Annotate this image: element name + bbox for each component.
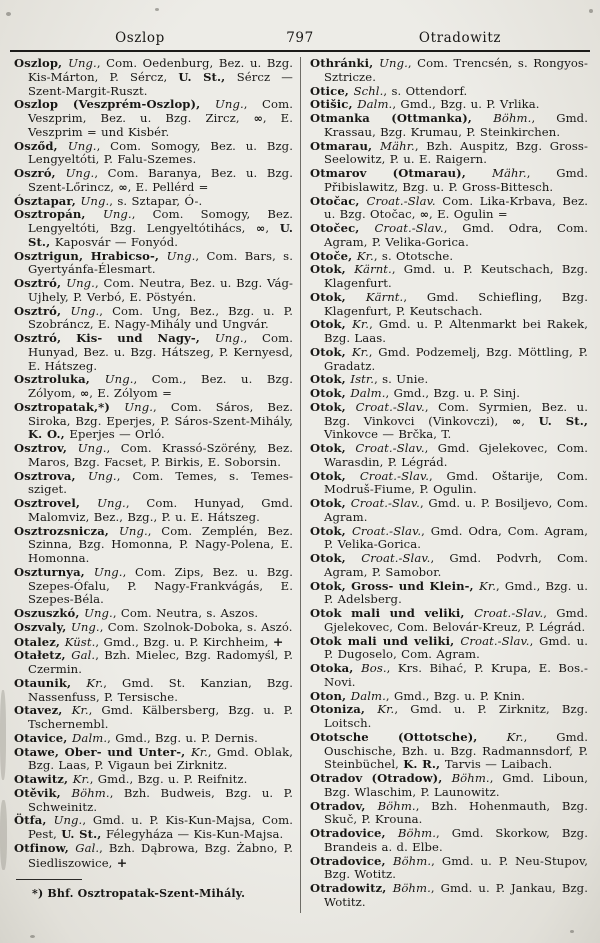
entry-headword: Otok mali und veliki, bbox=[310, 606, 475, 620]
entry-headword: Oszturnya, bbox=[14, 564, 94, 579]
gazetteer-entry bbox=[310, 85, 588, 99]
entry-text: , Gmd. Podvrh, Com. Agram, P. Samobor. bbox=[324, 551, 588, 579]
entry-headword: Otok, bbox=[310, 468, 360, 483]
province-abbrev: Ung. bbox=[70, 619, 100, 634]
province-abbrev: Croat.-Slav. bbox=[355, 399, 425, 414]
province-abbrev: Ung. bbox=[70, 303, 100, 318]
entry-text: , Com. Krassó-Szörény, Bez. Maros, Bzg. Facset, P. Birkis, E. Soborsin. bbox=[28, 441, 294, 469]
entry-headword: Otradovice, bbox=[310, 826, 398, 840]
entry-headword: K. R., bbox=[403, 757, 445, 772]
gazetteer-entry bbox=[310, 607, 588, 635]
entry-text: , Com. Ung, Bez., Bzg. u. P. Szobráncz, E. Nagy-Mihály und Ungvár. bbox=[28, 303, 293, 332]
entry-headword: K. O., bbox=[28, 427, 70, 442]
entry-headword: Otradowitz, bbox=[310, 881, 393, 895]
gazetteer-entry bbox=[14, 621, 293, 635]
scan-speck bbox=[589, 9, 593, 13]
gazetteer-entry bbox=[310, 57, 588, 85]
province-abbrev: Croat.-Slav. bbox=[460, 633, 530, 648]
province-abbrev: Kr. bbox=[72, 772, 90, 786]
province-abbrev: Böhm. bbox=[377, 798, 416, 813]
entry-text: , Bzh. Auspitz, Bzg. Gross-Seelowitz, P. u. E. Raigern. bbox=[324, 138, 588, 167]
entry-headword: Otišic, bbox=[310, 97, 358, 112]
telegraph-symbol-icon: ∞ bbox=[118, 180, 128, 194]
entry-text: , Gmd. u. P. Zirknitz, Bzg. Loitsch. bbox=[324, 702, 589, 730]
entry-text: , bbox=[521, 413, 539, 428]
entry-text: , Krs. Bihać, P. Krupa, E. Bos.-Novi. bbox=[324, 661, 588, 689]
province-abbrev: Croat.-Slav. bbox=[351, 523, 422, 538]
province-abbrev: Kr. bbox=[506, 729, 524, 744]
gazetteer-entry bbox=[310, 800, 588, 828]
province-abbrev: Kr. bbox=[479, 578, 497, 593]
gazetteer-entry bbox=[310, 98, 588, 112]
entry-text: , Gmd., Bzg. u. P. Reifnitz. bbox=[89, 772, 248, 786]
gazetteer-entry bbox=[14, 525, 293, 566]
province-abbrev: Böhm. bbox=[392, 881, 431, 895]
province-abbrev: Kr. bbox=[351, 344, 369, 359]
scan-speck bbox=[30, 935, 35, 938]
telegraph-symbol-icon: ∞ bbox=[511, 414, 522, 428]
entry-headword: Osztrova, bbox=[14, 468, 88, 483]
province-abbrev: Ung. bbox=[66, 276, 95, 290]
gazetteer-entry bbox=[14, 746, 293, 774]
entry-headword: Otmarau, bbox=[310, 138, 381, 153]
province-abbrev: Ung. bbox=[87, 468, 117, 483]
entry-text: , Bzh. Dąbrowa, Bzg. Żabno, P. Siedliszowice, bbox=[28, 840, 294, 870]
gazetteer-entry bbox=[310, 112, 588, 140]
gazetteer-entry bbox=[14, 250, 293, 278]
gazetteer-entry bbox=[14, 635, 293, 650]
gazetteer-entry bbox=[310, 690, 588, 704]
scan-speck bbox=[6, 12, 11, 16]
province-abbrev: Ung. bbox=[102, 207, 132, 222]
entry-text: , Gmd. Odra, Com. Agram, P. Velika-Gorica. bbox=[324, 523, 588, 552]
entry-headword: Otfinow, bbox=[14, 840, 76, 855]
entry-text: , Com. Trencsén, s. Rongyos-Sztricze. bbox=[324, 56, 588, 84]
entry-headword: Otok mali und veliki, bbox=[310, 633, 461, 648]
province-abbrev: Mähr. bbox=[380, 138, 415, 153]
entry-headword: U. St., bbox=[538, 413, 588, 428]
province-abbrev: Ung. bbox=[77, 441, 107, 455]
gazetteer-entry bbox=[310, 195, 588, 223]
gazetteer-entry bbox=[310, 580, 588, 608]
entry-text: , Gmd. Oblak, Bzg. Laas, P. Vigaun bei Zirknitz. bbox=[28, 744, 293, 773]
entry-text: , E. Zólyom = bbox=[89, 386, 172, 400]
entry-headword: U. St., bbox=[61, 827, 106, 841]
entry-text: , Gmd., Bzg. u. P. Dernis. bbox=[107, 730, 258, 745]
entry-text: , Gmd., Bzg. u. P. Vrlika. bbox=[392, 97, 540, 112]
entry-headword: Otočac, bbox=[310, 193, 367, 208]
scan-speck bbox=[570, 930, 574, 933]
entry-text: , Com. Neutra, s. Aszos. bbox=[112, 606, 259, 620]
entry-text: , Gmd., Bzg. u. P. Knin. bbox=[385, 688, 525, 703]
province-abbrev: Ung. bbox=[124, 399, 154, 414]
gazetteer-entry bbox=[310, 167, 588, 195]
gazetteer-entry bbox=[310, 401, 588, 442]
gazetteer-entry bbox=[310, 552, 588, 580]
province-abbrev: Kr. bbox=[356, 248, 374, 263]
entry-text: , E. Veszprim = und Kisbér. bbox=[28, 111, 293, 139]
entry-text: , Gmd. Oštarije, Com. Modruš-Fiume, P. Ogulin. bbox=[324, 468, 588, 497]
gazetteer-entry bbox=[310, 827, 588, 855]
entry-text: , Gmd. Odra, Com. Agram, P. Velika-Gorica. bbox=[324, 221, 588, 249]
gazetteer-entry bbox=[14, 607, 293, 621]
entry-headword: Osztró, bbox=[14, 303, 71, 318]
entry-text: , Gmd. Gjelekovec, Com. Belovár-Kreuz, P. Légrád. bbox=[324, 606, 589, 634]
text-columns bbox=[0, 52, 600, 913]
province-abbrev: Dalm. bbox=[350, 688, 386, 703]
entry-text: , Com. Oedenburg, Bez. u. Bzg. Kis-Márton, P. Sércz, bbox=[28, 56, 294, 84]
left-column-entries bbox=[14, 57, 293, 870]
gazetteer-entry bbox=[14, 167, 293, 195]
gazetteer-entry bbox=[310, 470, 588, 498]
entry-headword: Otok, bbox=[310, 523, 352, 538]
entry-headword: Osztropatak,*) bbox=[14, 399, 125, 414]
entry-text: , Com. Baranya, Bez. u. Bzg. Szent-Lőrincz, bbox=[28, 166, 293, 194]
province-abbrev: Kr. bbox=[190, 744, 208, 759]
entry-text: Sércz — Szent-Margit-Ruszt. bbox=[28, 69, 293, 98]
entry-headword: Otoka, bbox=[310, 661, 362, 675]
gazetteer-entry bbox=[310, 772, 588, 800]
entry-text: , Com. Sáros, Bez. Siroka, Bzg. Eperjes, P. Sáros-Szent-Mihály, bbox=[28, 399, 293, 428]
entry-text: , Bzh. Budweis, Bzg. u. P. Schweinitz. bbox=[28, 785, 293, 814]
entry-text: , Com. Temes, s. Temes-sziget. bbox=[28, 468, 293, 497]
entry-headword: Otałetz, bbox=[14, 648, 72, 663]
left-column bbox=[14, 57, 301, 913]
gazetteer-entry bbox=[310, 855, 588, 883]
entry-headword: Otavez, bbox=[14, 703, 72, 718]
entry-text: , Gmd. St. Kanzian, Bzg. Nassenfuss, P. Tersische. bbox=[28, 675, 293, 704]
entry-text: , s. Unie. bbox=[374, 372, 429, 387]
province-abbrev: Kr. bbox=[86, 675, 104, 690]
province-abbrev: Ung. bbox=[104, 372, 134, 387]
entry-text: , Com. Somogy, Bez. u. Bzg. Lengyeltóti, P. Falu-Szemes. bbox=[28, 138, 293, 167]
province-abbrev: Ung. bbox=[80, 193, 110, 208]
entry-headword: Otawe, Ober- und Unter-, bbox=[14, 744, 191, 759]
gazetteer-entry bbox=[310, 882, 588, 910]
entry-text: Tarvis — Laibach. bbox=[444, 757, 553, 772]
province-abbrev: Böhm. bbox=[451, 771, 490, 785]
province-abbrev: Gal. bbox=[75, 840, 100, 855]
gazetteer-entry bbox=[14, 704, 293, 732]
province-abbrev: Ung. bbox=[65, 166, 95, 180]
entry-text: , Gmd. Přibislawitz, Bzg. u. P. Gross-Bittesch. bbox=[324, 166, 588, 194]
entry-text: , Com. Zips, Bez. u. Bzg. Szepes-Ófalu, P. Nagy-Frankvágás, E. Szepes-Béla. bbox=[28, 564, 293, 607]
entry-text: , Com., Bez. u. Bzg. Zólyom, bbox=[28, 372, 293, 400]
gazetteer-entry bbox=[14, 732, 293, 746]
entry-headword: Otawitz, bbox=[14, 772, 73, 786]
entry-text: , Com. Zemplén, Bez. Szinna, Bzg. Homonna, P. Nagy-Polena, E. Homonna. bbox=[28, 523, 293, 565]
province-abbrev: Kr. bbox=[377, 702, 395, 717]
entry-headword: Oszró, bbox=[14, 166, 66, 180]
entry-headword: Oton, bbox=[310, 688, 351, 703]
entry-headword: U. St., bbox=[28, 221, 293, 249]
gazetteer-entry bbox=[310, 263, 588, 291]
province-abbrev: Ung. bbox=[119, 523, 148, 538]
right-column bbox=[301, 57, 588, 913]
entry-headword: Otěvik, bbox=[14, 785, 72, 800]
entry-headword: Otočec, bbox=[310, 221, 375, 235]
entry-headword: Otok, bbox=[310, 386, 351, 400]
right-column-entries bbox=[310, 57, 588, 910]
province-abbrev: Böhm. bbox=[71, 785, 110, 800]
entry-text: , Com. Veszprim, Bez. u. Bzg. Zircz, bbox=[28, 97, 293, 125]
scan-speck bbox=[155, 8, 159, 11]
gazetteer-entry bbox=[14, 787, 293, 815]
page-header bbox=[0, 0, 600, 50]
gazetteer-entry bbox=[14, 470, 293, 498]
entry-headword: Othránki, bbox=[310, 56, 380, 70]
entry-text: , Com. Hunyad, Gmd. Malomviz, Bez., Bzg., P. u. E. Hátszeg. bbox=[28, 496, 293, 524]
province-abbrev: Croat.-Slav. bbox=[366, 193, 436, 208]
entry-headword: Otmanka (Ottmanka), bbox=[310, 111, 494, 125]
gazetteer-entry bbox=[14, 649, 293, 677]
gazetteer-entry bbox=[310, 373, 588, 387]
province-abbrev: Bos. bbox=[361, 661, 387, 675]
entry-headword: Ósztapar, bbox=[14, 193, 81, 208]
gazetteer-entry bbox=[310, 318, 588, 346]
footnote: *) Bhf. Osztropatak-Szent-Mihály. bbox=[32, 887, 246, 901]
gazetteer-entry bbox=[310, 525, 588, 553]
telegraph-symbol-icon: ∞ bbox=[253, 112, 263, 125]
province-abbrev: Ung. bbox=[93, 564, 123, 579]
entry-text: , Gmd. u. P. Dugoselo, Com. Agram. bbox=[324, 633, 588, 662]
province-abbrev: Croat.-Slav. bbox=[374, 221, 444, 235]
cross-symbol-icon: + bbox=[272, 633, 284, 649]
entry-headword: Otalez, bbox=[14, 634, 65, 649]
entry-text: Com. Lika-Krbava, Bez. u. Bzg. Otočac, bbox=[324, 193, 588, 222]
entry-headword: Osztroluka, bbox=[14, 372, 105, 387]
entry-text: , Gmd. Podzemelj, Bzg. Möttling, P. Gradatz. bbox=[324, 344, 588, 373]
entry-text: , Bzh. Hohenmauth, Bzg. Skuč, P. Krouna. bbox=[324, 798, 588, 827]
gazetteer-entry bbox=[310, 346, 588, 374]
province-abbrev: Ung. bbox=[68, 56, 97, 70]
province-abbrev: Mähr. bbox=[492, 166, 527, 180]
entry-headword: Otradov (Otradow), bbox=[310, 771, 452, 785]
entry-text: , Com. Syrmien, Bez. u. Bzg. Vinkovci (Vinkovczi), bbox=[324, 399, 588, 428]
entry-text: , s. Sztapar, Ó-. bbox=[109, 193, 203, 208]
entry-text: , Gmd., Bzg. u. P. Kirchheim, bbox=[95, 634, 273, 649]
entry-headword: Osztrov, bbox=[14, 441, 78, 455]
entry-text: , Com. Hunyad, Bez. u. Bzg. Hátszeg, P. Kernyesd, E. Hátszeg. bbox=[28, 331, 293, 373]
entry-headword: Otmarov (Otmarau), bbox=[310, 166, 492, 180]
gazetteer-entry bbox=[310, 662, 588, 690]
entry-text: , s. Ototsche. bbox=[373, 248, 454, 263]
gazetteer-entry bbox=[14, 814, 293, 842]
entry-headword: Otice, bbox=[310, 83, 354, 98]
header-catchword-right: Otradowitz bbox=[418, 30, 502, 46]
entry-headword: Ötfa, bbox=[14, 813, 54, 828]
province-abbrev: Dalm. bbox=[357, 97, 393, 112]
entry-headword: Oszlop (Veszprém-Oszlop), bbox=[14, 97, 216, 112]
entry-headword: Osztropán, bbox=[14, 207, 103, 222]
entry-headword: Otoče, bbox=[310, 248, 357, 263]
footnote-rule bbox=[16, 879, 82, 880]
province-abbrev: Kärnt. bbox=[365, 289, 404, 304]
entry-headword: Otavice, bbox=[14, 730, 73, 745]
province-abbrev: Böhm. bbox=[493, 111, 532, 125]
telegraph-symbol-icon: ∞ bbox=[79, 387, 90, 400]
gazetteer-entry bbox=[310, 140, 588, 168]
entry-headword: Ototsche (Ottotsche), bbox=[310, 729, 507, 744]
province-abbrev: Croat.-Slav. bbox=[474, 606, 544, 620]
entry-text: , Bzh. Mielec, Bzg. Radomyśl, P. Czermin. bbox=[28, 648, 293, 676]
entry-headword: Otok, bbox=[310, 317, 353, 332]
scan-smudge bbox=[0, 690, 6, 780]
entry-headword: Otok, bbox=[310, 496, 351, 510]
entry-text: , Gmd. u. P. Kis-Kun-Majsa, Com. Pest, bbox=[28, 813, 293, 841]
entry-headword: Otaunik, bbox=[14, 675, 87, 690]
province-abbrev: Ung. bbox=[67, 138, 97, 153]
gazetteer-entry bbox=[14, 401, 293, 442]
entry-text: Kaposvár — Fonyód. bbox=[54, 234, 179, 249]
entry-text: , Gmd. Gjelekovec, Com. Warasdin, P. Légrád. bbox=[324, 441, 588, 469]
entry-text: , Com. Neutra, Bez. u. Bzg. Vág-Ujhely, P. Verbó, E. Pöstyén. bbox=[28, 276, 293, 304]
entry-text: Félegyháza — Kis-Kun-Majsa. bbox=[106, 827, 284, 841]
entry-text: , Gmd., Bzg. u. P. Adelsberg. bbox=[324, 578, 588, 607]
gazetteer-entry bbox=[310, 250, 588, 264]
province-abbrev: Croat.-Slav. bbox=[355, 441, 425, 455]
entry-text: , Gmd. Skorkow, Bzg. Brandeis a. d. Elbe. bbox=[324, 826, 588, 854]
province-abbrev: Böhm. bbox=[392, 853, 432, 868]
entry-headword: Osztrozsnicza, bbox=[14, 523, 119, 538]
gazetteer-entry bbox=[14, 442, 293, 470]
entry-headword: Otok, Gross- und Klein-, bbox=[310, 578, 480, 593]
entry-headword: Osztrigun, Hrabicso-, bbox=[14, 248, 167, 263]
entry-text: Vinkovce — Brčka, T. bbox=[324, 427, 452, 442]
entry-text: , Gmd. u. P. Keutschach, Bzg. Klagenfurt. bbox=[324, 262, 588, 290]
entry-text: , Gmd. Liboun, Bzg. Wlaschim, P. Launowitz. bbox=[324, 771, 588, 799]
entry-text: , Gmd. u. P. Bosiljevo, Com. Agram. bbox=[324, 496, 588, 524]
province-abbrev: Kr. bbox=[71, 703, 89, 718]
entry-text: , Gmd. Kälbersberg, Bzg. u. P. Tschernembl. bbox=[28, 703, 293, 731]
entry-headword: Oszuszkó, bbox=[14, 606, 85, 620]
entry-headword: Osződ, bbox=[14, 138, 68, 153]
entry-text: , Gmd. u. P. Neu-Stupov, Bzg. Wotitz. bbox=[324, 853, 589, 882]
province-abbrev: Dalm. bbox=[72, 730, 108, 745]
province-abbrev: Kr. bbox=[352, 317, 370, 332]
entry-headword: Otok, bbox=[310, 372, 351, 387]
province-abbrev: Küst. bbox=[64, 634, 96, 649]
scan-smudge bbox=[0, 800, 7, 870]
entry-headword: Osztró, Kis- und Nagy-, bbox=[14, 331, 215, 345]
gazetteer-entry bbox=[310, 442, 588, 470]
gazetteer-entry bbox=[14, 566, 293, 607]
gazetteer-entry bbox=[310, 387, 588, 401]
province-abbrev: Schl. bbox=[353, 83, 384, 98]
header-catchword-left: Oszlop bbox=[115, 30, 165, 46]
gazetteer-entry bbox=[310, 635, 588, 663]
gazetteer-entry bbox=[310, 222, 588, 250]
gazetteer-entry bbox=[14, 208, 293, 249]
entry-headword: Otok, bbox=[310, 289, 366, 304]
gazetteer-entry bbox=[310, 497, 588, 525]
page-number: 797 bbox=[286, 30, 314, 46]
province-abbrev: Croat.-Slav. bbox=[350, 496, 420, 510]
entry-headword: Osztró, bbox=[14, 276, 67, 290]
gazetteer-entry bbox=[14, 195, 293, 209]
entry-text: , Gmd. u. P. Altenmarkt bei Rakek, Bzg. Laas. bbox=[324, 317, 588, 345]
province-abbrev: Ung. bbox=[84, 606, 113, 620]
gazetteer-entry bbox=[14, 277, 293, 305]
entry-headword: Otok, bbox=[310, 262, 355, 277]
entry-headword: Otok, bbox=[310, 344, 352, 359]
province-abbrev: Gal. bbox=[71, 648, 96, 663]
province-abbrev: Ung. bbox=[215, 97, 244, 112]
entry-headword: Otok, bbox=[310, 441, 356, 455]
telegraph-symbol-icon: ∞ bbox=[256, 222, 266, 235]
gazetteer-entry bbox=[14, 842, 293, 871]
entry-text: , Gmd. Ouschische, Bzh. u. Bzg. Radmannsdorf, P. Steinbüchel, bbox=[324, 729, 588, 772]
entry-text: , Gmd., Bzg. u. P. Sinj. bbox=[385, 386, 520, 400]
province-abbrev: Istr. bbox=[350, 372, 375, 387]
gazetteer-entry bbox=[14, 98, 293, 139]
entry-headword: Otradovice, bbox=[310, 853, 393, 868]
province-abbrev: Ung. bbox=[166, 248, 196, 263]
entry-headword: Oszlop, bbox=[14, 56, 69, 70]
entry-headword: Otradov, bbox=[310, 798, 378, 813]
province-abbrev: Ung. bbox=[379, 56, 408, 70]
entry-text: , Gmd. Schiefling, Bzg. Klagenfurt, P. Keutschach. bbox=[324, 289, 588, 318]
entry-headword: Otoniza, bbox=[310, 702, 378, 717]
entry-text: , bbox=[265, 221, 280, 235]
province-abbrev: Ung. bbox=[214, 331, 244, 345]
gazetteer-entry bbox=[14, 305, 293, 333]
entry-text: , Gmd. Krassau, Bzg. Krumau, P. Steinkirchen. bbox=[324, 111, 588, 139]
telegraph-symbol-icon: ∞ bbox=[419, 208, 430, 222]
entry-headword: Oszvaly, bbox=[14, 619, 71, 634]
entry-headword: Otok, bbox=[310, 551, 362, 565]
gazetteer-entry bbox=[310, 291, 588, 319]
province-abbrev: Croat.-Slav. bbox=[361, 551, 431, 565]
entry-text: , Com. Szolnok-Doboka, s. Aszó. bbox=[99, 619, 293, 634]
entry-text: Eperjes — Orló. bbox=[69, 427, 165, 442]
entry-text: , s. Ottendorf. bbox=[383, 83, 468, 98]
cross-symbol-icon: + bbox=[116, 854, 128, 870]
province-abbrev: Böhm. bbox=[397, 826, 437, 840]
province-abbrev: Kärnt. bbox=[354, 262, 392, 277]
province-abbrev: Croat.-Slav. bbox=[359, 468, 430, 483]
gazetteer-entry bbox=[14, 57, 293, 98]
entry-text: , Com. Bars, s. Gyertyánfa-Élesmart. bbox=[28, 248, 293, 277]
province-abbrev: Ung. bbox=[97, 496, 126, 510]
entry-headword: U. St., bbox=[178, 69, 237, 84]
gazetteer-entry bbox=[310, 703, 588, 731]
gazetteer-entry bbox=[14, 677, 293, 705]
province-abbrev: Dalm. bbox=[350, 386, 386, 400]
gazetteer-entry bbox=[310, 731, 588, 772]
entry-headword: Otok, bbox=[310, 399, 356, 414]
gazetteer-entry bbox=[14, 332, 293, 373]
gazetteer-entry bbox=[14, 373, 293, 401]
entry-text: , E. Ogulin = bbox=[429, 207, 508, 222]
gazetteer-entry bbox=[14, 773, 293, 787]
entry-text: , E. Pellérd = bbox=[127, 179, 209, 194]
entry-text: , Gmd. u. P. Jankau, Bzg. Wotitz. bbox=[324, 881, 588, 909]
entry-headword: Osztrovel, bbox=[14, 496, 98, 510]
gazetteer-entry bbox=[14, 497, 293, 525]
province-abbrev: Ung. bbox=[53, 813, 83, 828]
gazetteer-entry bbox=[14, 140, 293, 168]
entry-text: , Com. Somogy, Bez. Lengyeltóti, Bzg. Lengyeltótihács, bbox=[28, 207, 293, 235]
